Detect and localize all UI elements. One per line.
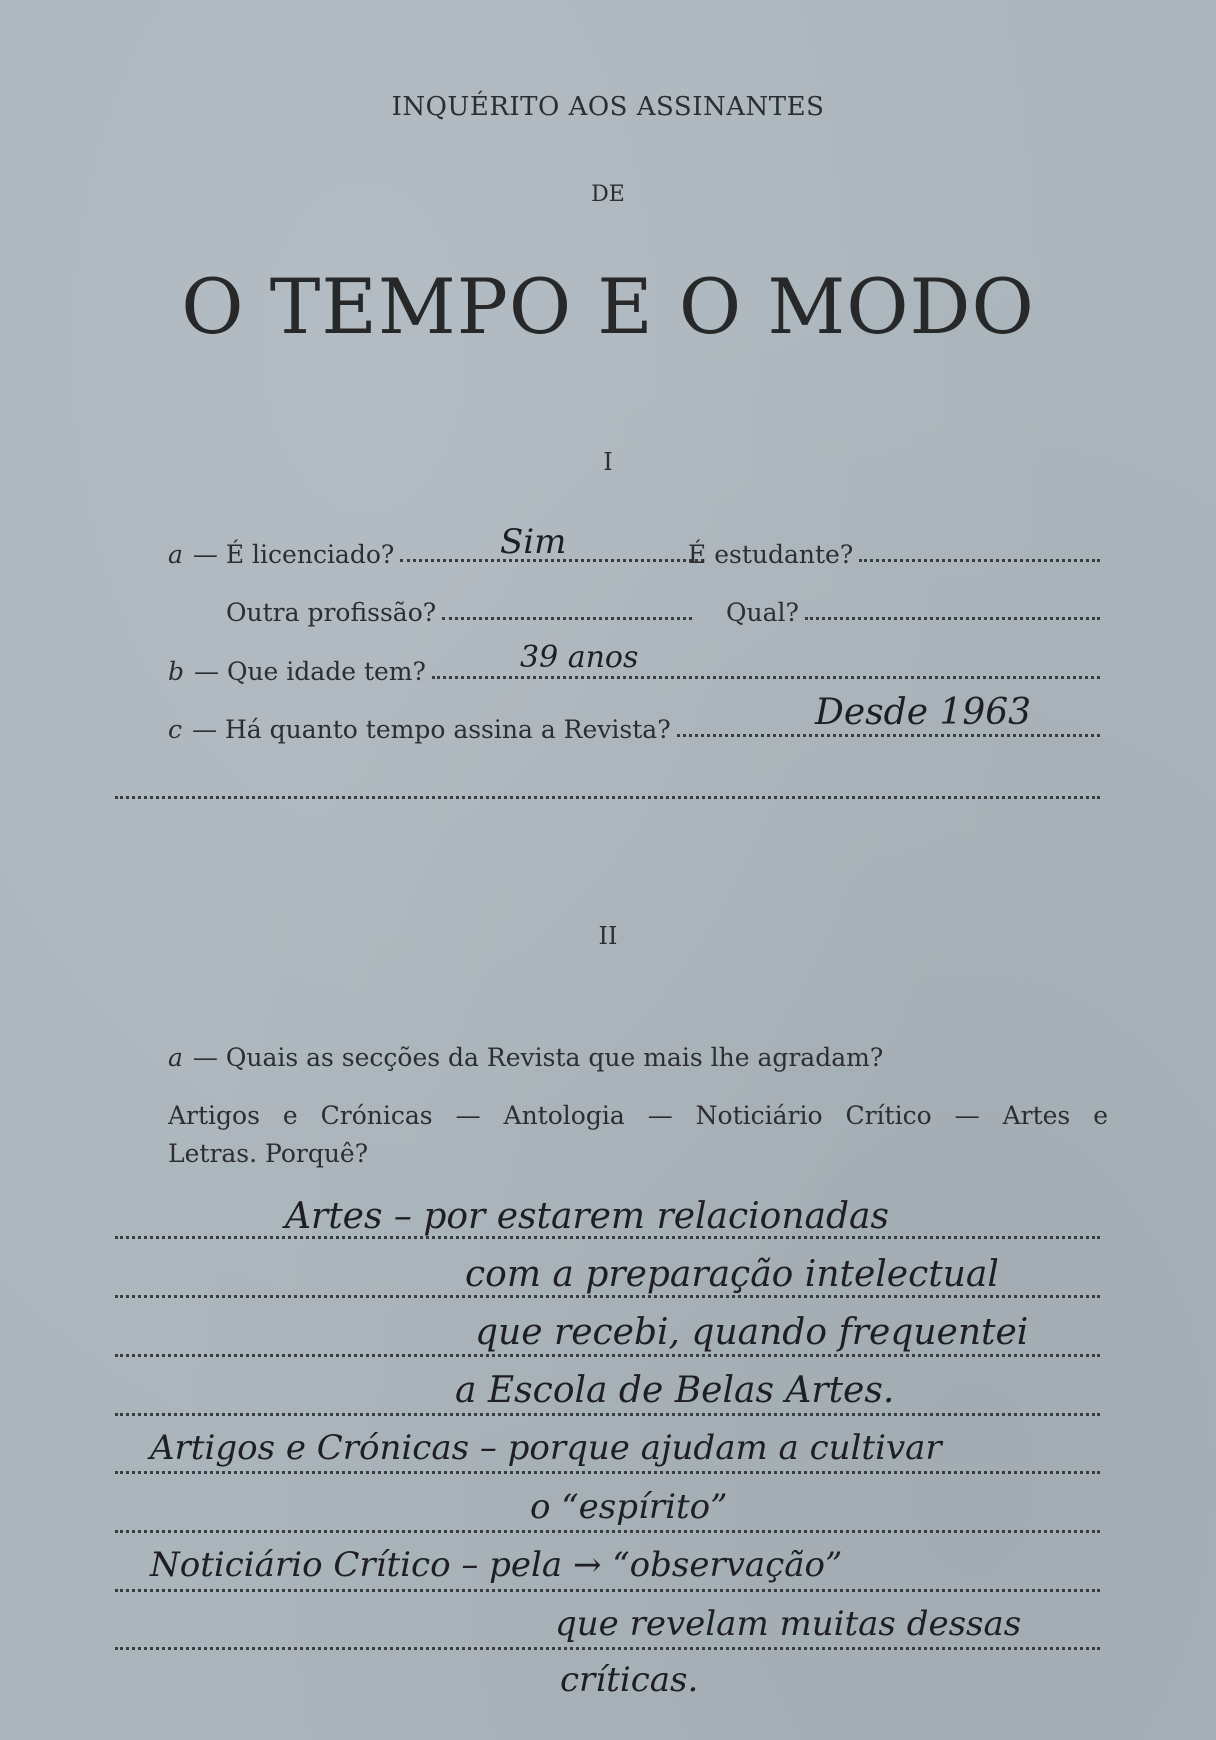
handwritten-line-4: a Escola de Belas Artes. <box>455 1370 895 1411</box>
answer-line[interactable] <box>442 616 692 620</box>
question-label: — Há quanto tempo assina a Revista? <box>192 715 671 744</box>
header-de: DE <box>591 182 625 207</box>
handwritten-line-8: que revelam muitas dessas <box>555 1604 1022 1644</box>
answer-line-3[interactable] <box>115 1353 1100 1357</box>
handwritten-line-3: que recebi, quando frequentei <box>475 1312 1029 1353</box>
answer-line-8[interactable] <box>115 1646 1100 1650</box>
question-letter: c <box>168 715 183 744</box>
handwritten-line-1: Artes – por estarem relacionadas <box>285 1196 889 1237</box>
sections-options: Artigos e Crónicas — Antologia — Noticiário Crítico — Artes e <box>168 1101 1108 1130</box>
handwritten-line-9: críticas. <box>560 1660 699 1700</box>
question-estudante <box>688 535 1104 569</box>
section-numeral-2: II <box>598 922 618 950</box>
question-seccoes <box>168 1038 1128 1072</box>
answer-line-7[interactable] <box>115 1588 1100 1592</box>
journal-title: O TEMPO E O MODO <box>181 262 1035 351</box>
question-label: Outra profissão? <box>226 598 437 627</box>
survey-title: INQUÉRITO AOS ASSINANTES <box>391 92 825 122</box>
handwritten-answer-tempo: Desde 1963 <box>815 692 1032 733</box>
handwritten-line-2: com a preparação intelectual <box>465 1254 999 1295</box>
answer-line-blank[interactable] <box>115 795 1100 799</box>
question-letter: b <box>168 657 185 686</box>
sections-porque: Letras. Porquê? <box>168 1139 369 1168</box>
handwritten-answer-idade: 39 anos <box>520 640 639 675</box>
question-letter: a <box>168 1043 183 1072</box>
question-label: É estudante? <box>688 540 854 569</box>
question-licenciado <box>168 535 708 569</box>
question-label: — Quais as secções da Revista que mais lhe agradam? <box>192 1043 884 1072</box>
handwritten-line-6: o “espírito” <box>530 1487 728 1527</box>
question-label: — Que idade tem? <box>194 657 426 686</box>
handwritten-line-7: Noticiário Crítico – pela → “observação” <box>150 1545 843 1585</box>
section-numeral-1: I <box>603 448 613 476</box>
handwritten-line-5: Artigos e Crónicas – porque ajudam a cultivar <box>150 1428 942 1468</box>
answer-line[interactable] <box>677 733 1100 737</box>
answer-line[interactable] <box>805 616 1100 620</box>
question-outra-profissao <box>226 593 696 627</box>
answer-line-6[interactable] <box>115 1529 1100 1533</box>
question-label: Qual? <box>726 598 799 627</box>
question-qual <box>726 593 1104 627</box>
answer-line-4[interactable] <box>115 1412 1100 1416</box>
answer-line[interactable] <box>432 675 1100 679</box>
answer-line-5[interactable] <box>115 1470 1100 1474</box>
answer-line[interactable] <box>859 558 1100 562</box>
question-letter: a <box>168 540 183 569</box>
handwritten-answer-licenciado: Sim <box>500 522 567 562</box>
question-label: — É licenciado? <box>192 540 395 569</box>
